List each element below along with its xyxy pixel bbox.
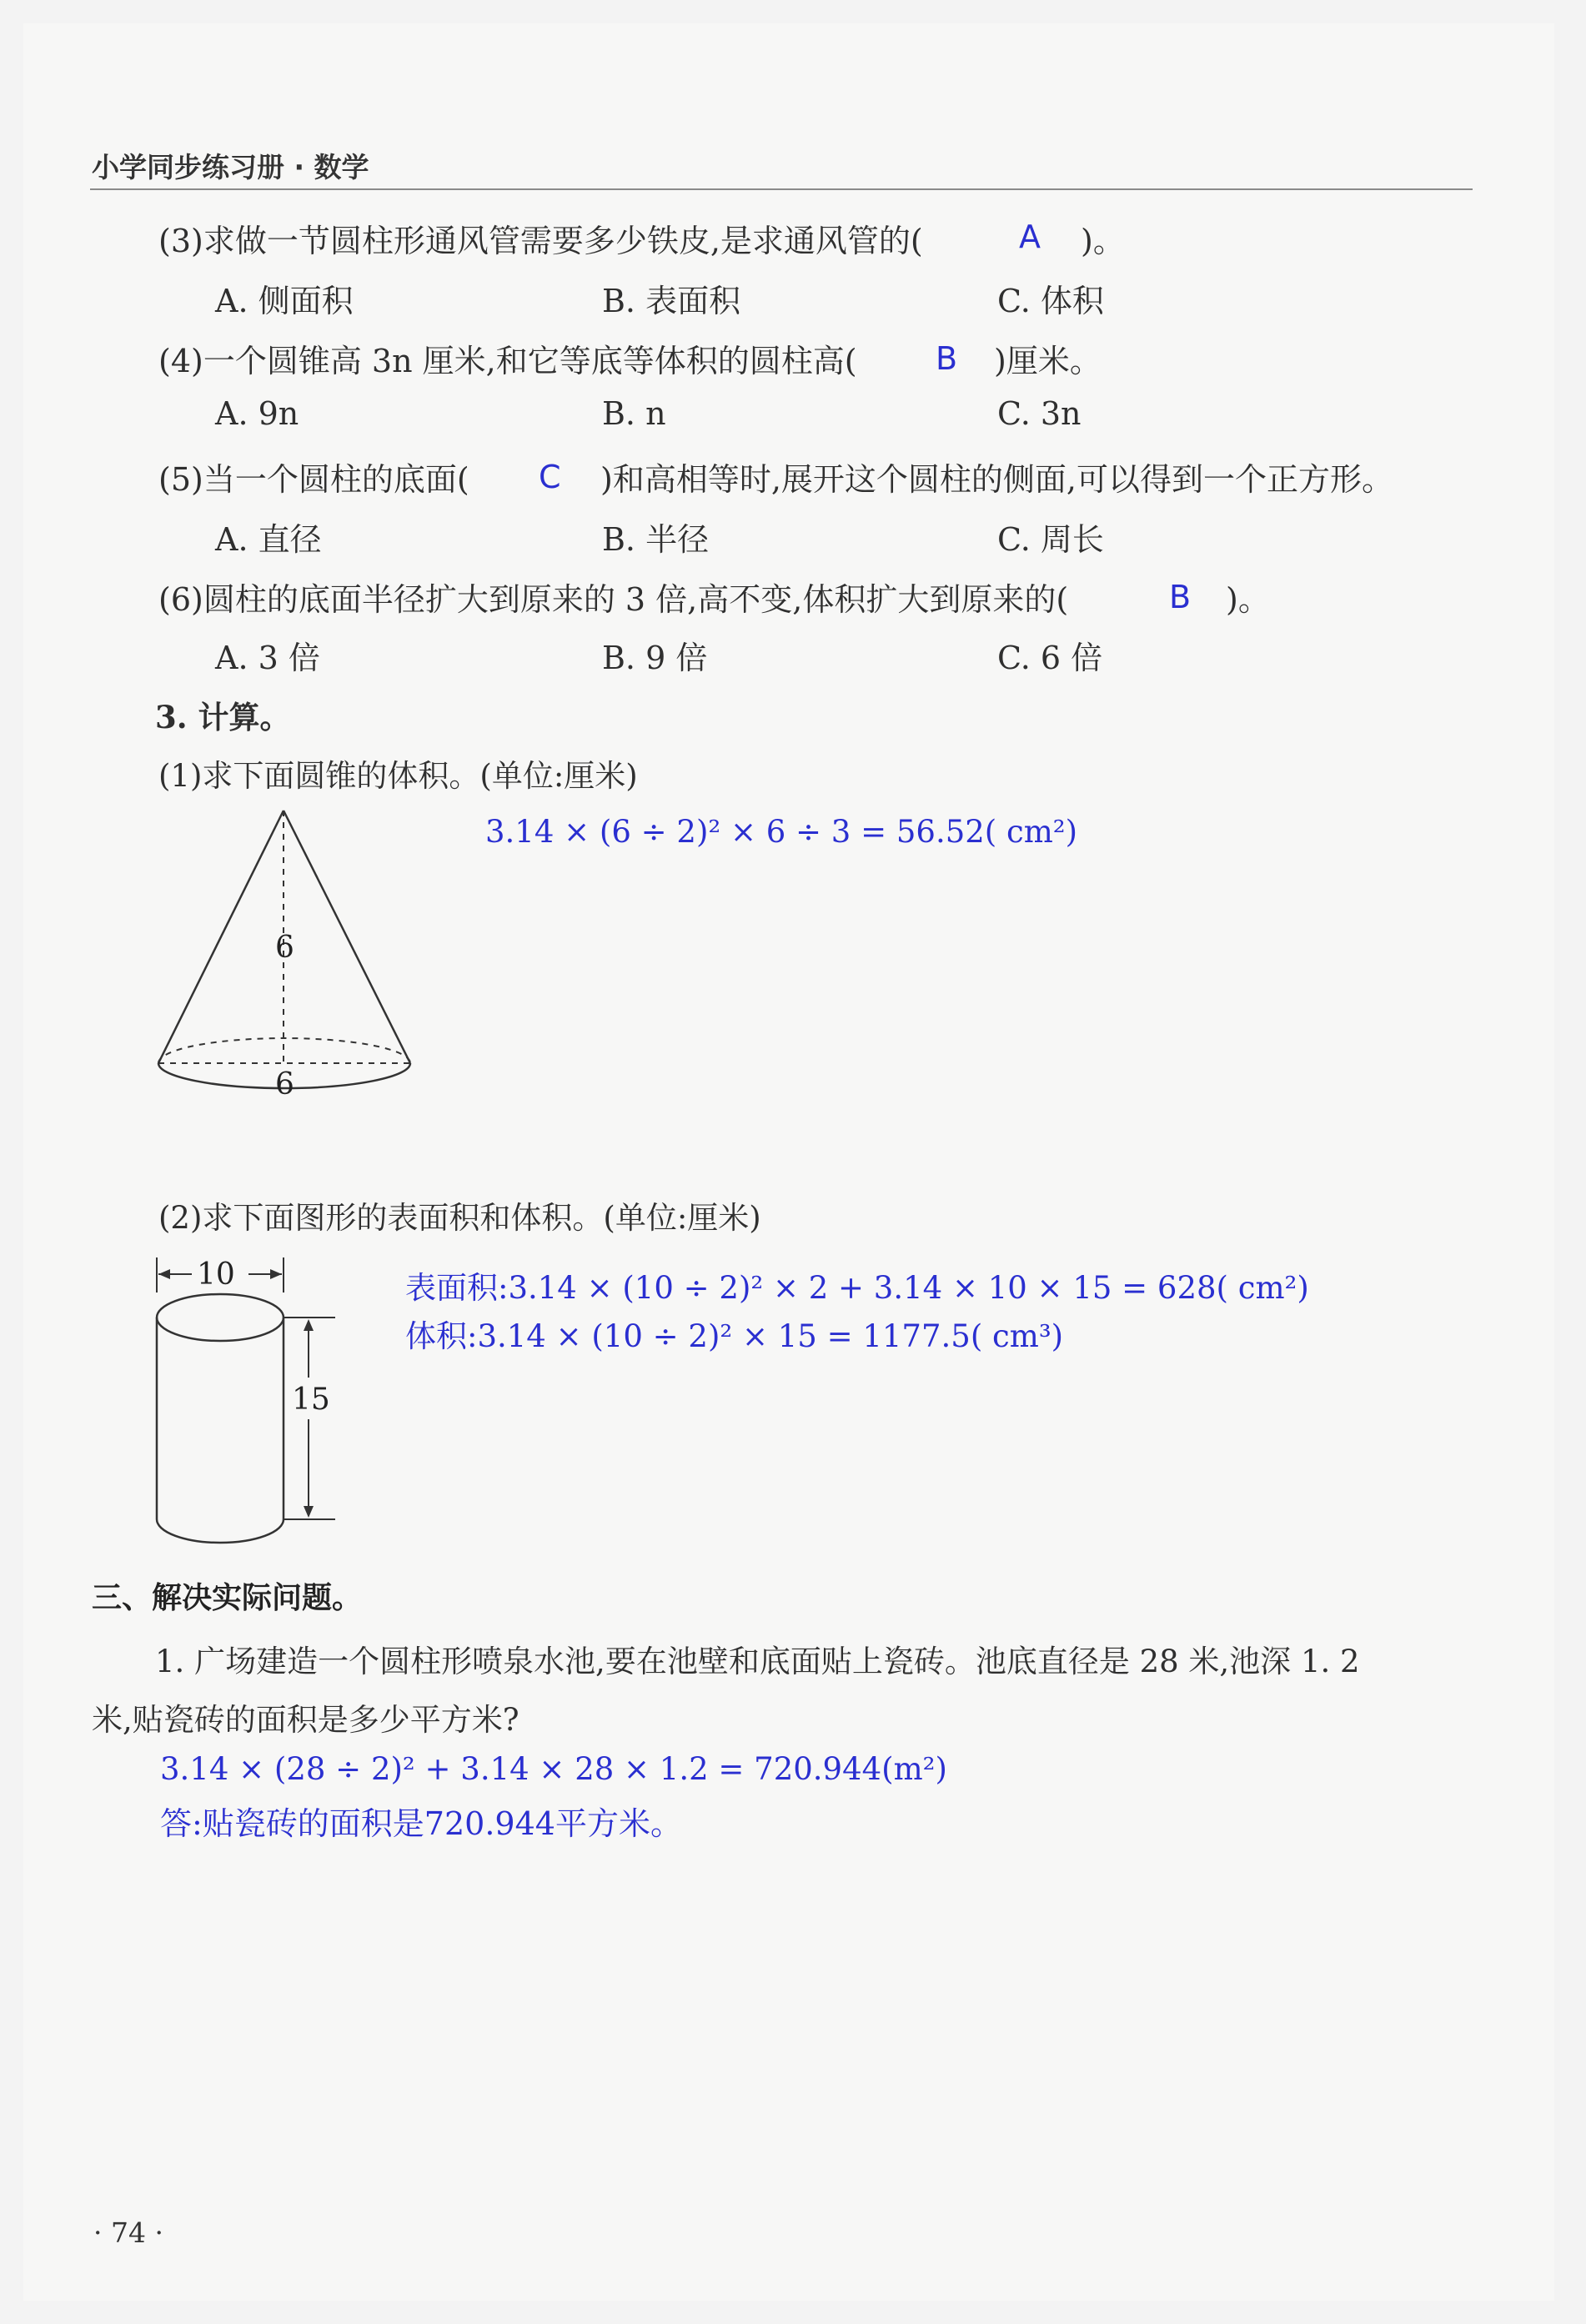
question-4-answer: B — [936, 340, 958, 377]
page-header-title: 小学同步练习册 · 数学 — [92, 151, 369, 183]
question-5-option-a: A. 直径 — [215, 521, 322, 558]
question-6-option-b: B. 9 倍 — [602, 640, 708, 676]
question-6-stem-after: )。 — [1226, 581, 1270, 618]
question-6-stem-before: (6)圆柱的底面半径扩大到原来的 3 倍,高不变,体积扩大到原来的( — [158, 581, 1069, 618]
question-6-option-a: A. 3 倍 — [215, 640, 320, 676]
question-5-stem-after: )和高相等时,展开这个圆柱的侧面,可以得到一个正方形。 — [600, 461, 1393, 498]
question-6-answer: B — [1169, 579, 1192, 615]
question-4-option-b: B. n — [602, 395, 666, 432]
cone-diameter-label: 6 — [275, 1067, 294, 1102]
practical-problem-1-calculation: 3.14 × (28 ÷ 2)² + 3.14 × 28 × 1.2 = 720.944(m²) — [160, 1751, 947, 1787]
calc-section-title: 3. 计算。 — [155, 699, 291, 735]
calc-problem-2-stem: (2)求下面图形的表面积和体积。(单位:厘米) — [158, 1200, 761, 1236]
question-5-answer: C — [539, 459, 561, 495]
calc-problem-2-volume-answer: 体积:3.14 × (10 ÷ 2)² × 15 = 1177.5( cm³) — [405, 1318, 1064, 1354]
cylinder-diameter-label: 10 — [197, 1257, 235, 1292]
question-3-answer: A — [1019, 218, 1041, 255]
question-4-option-c: C. 3n — [997, 395, 1082, 432]
cylinder-height-label: 15 — [292, 1383, 330, 1417]
question-3-option-b: B. 表面积 — [602, 283, 741, 319]
question-5-option-c: C. 周长 — [997, 521, 1104, 558]
header-divider — [90, 188, 1473, 190]
question-5-stem-before: (5)当一个圆柱的底面( — [158, 461, 469, 498]
practical-problem-1-line-1: 1. 广场建造一个圆柱形喷泉水池,要在池壁和底面贴上瓷砖。池底直径是 28 米,池深 1. 2 — [155, 1644, 1360, 1679]
question-3-option-a: A. 侧面积 — [215, 283, 354, 319]
cylinder-figure — [142, 1251, 350, 1551]
calc-problem-1-answer: 3.14 × (6 ÷ 2)² × 6 ÷ 3 = 56.52( cm²) — [485, 814, 1078, 850]
cone-height-label: 6 — [275, 931, 294, 965]
question-4-stem-after: )厘米。 — [994, 343, 1102, 379]
calc-problem-1-stem: (1)求下面圆锥的体积。(单位:厘米) — [158, 758, 638, 794]
calc-problem-2-area-answer: 表面积:3.14 × (10 ÷ 2)² × 2 + 3.14 × 10 × 15 = 628( cm²) — [405, 1270, 1309, 1306]
practical-section-title: 三、解决实际问题。 — [92, 1581, 363, 1615]
question-6-option-c: C. 6 倍 — [997, 640, 1103, 676]
question-5-option-b: B. 半径 — [602, 521, 710, 558]
practical-problem-1-answer: 答:贴瓷砖的面积是720.944平方米。 — [160, 1805, 682, 1842]
question-3-option-c: C. 体积 — [997, 283, 1104, 319]
cone-figure — [150, 801, 425, 1117]
question-3-stem-before: (3)求做一节圆柱形通风管需要多少铁皮,是求通风管的( — [158, 223, 923, 259]
question-3-stem-after: )。 — [1081, 223, 1125, 259]
practical-problem-1-line-2: 米,贴瓷砖的面积是多少平方米? — [92, 1702, 519, 1738]
question-4-stem-before: (4)一个圆锥高 3n 厘米,和它等底等体积的圆柱高( — [158, 343, 857, 379]
question-4-option-a: A. 9n — [215, 395, 299, 432]
page-number: · 74 · — [93, 2216, 163, 2249]
